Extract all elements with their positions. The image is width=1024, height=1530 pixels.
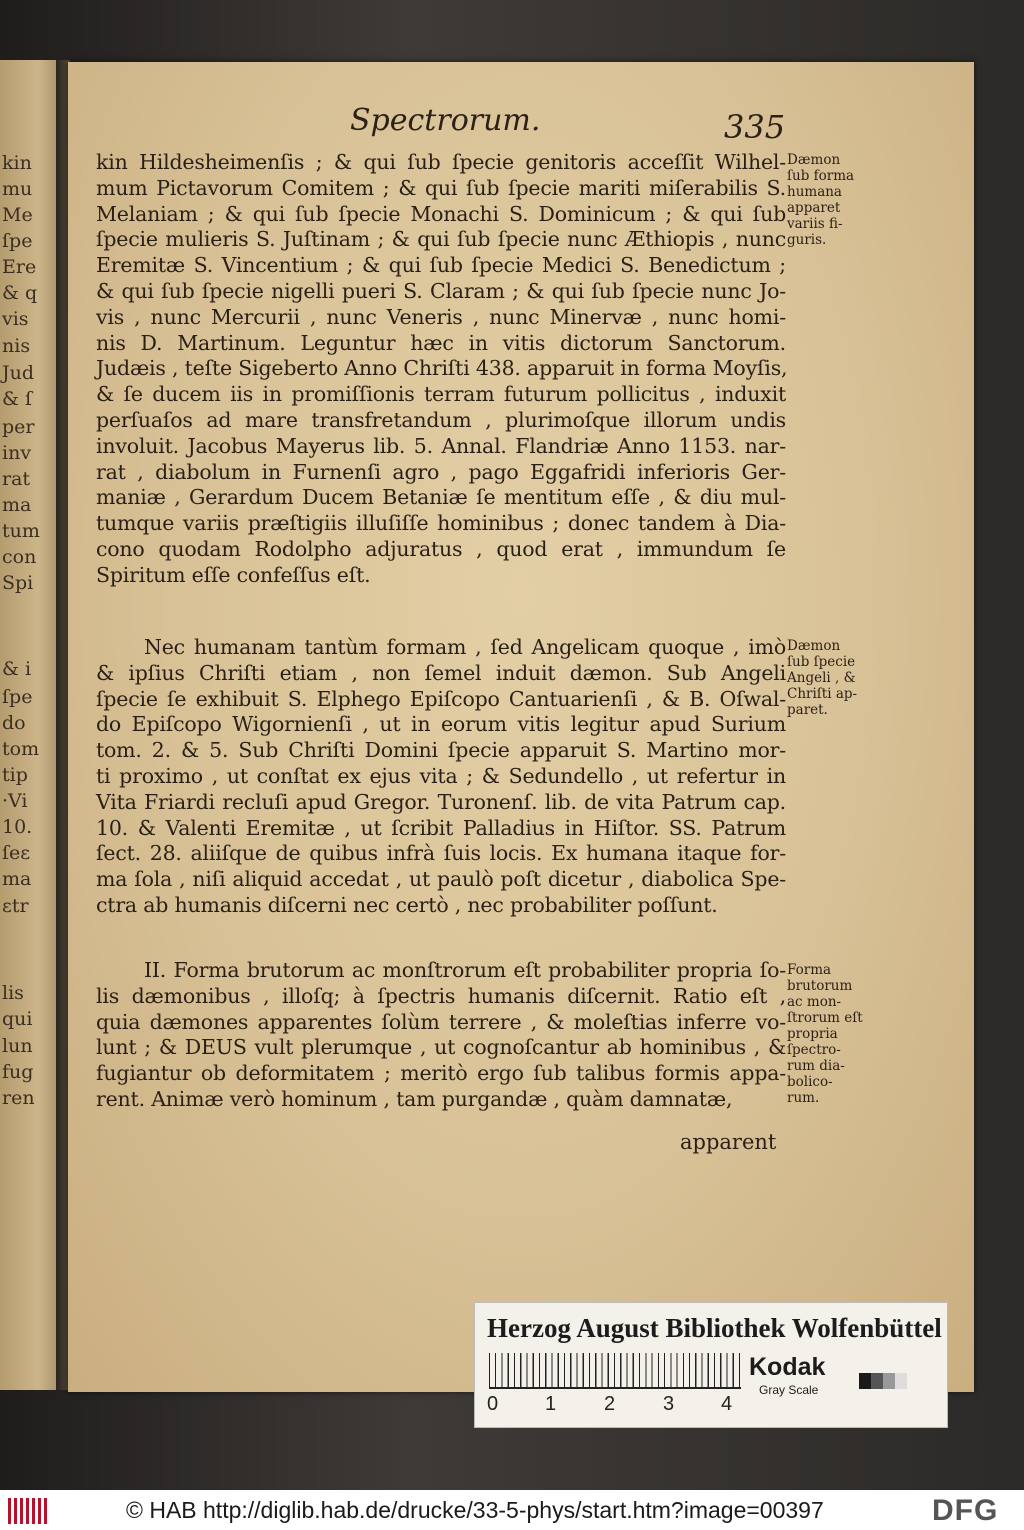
paragraph-1	[96, 150, 786, 589]
margin-note-1	[787, 152, 877, 248]
previous-page-fragment: per	[2, 416, 35, 438]
previous-page-fragment: vis	[2, 308, 29, 330]
text-line: fugiantur ob deformitatem ; meritò ergo ſub talibus formis appa-	[96, 1061, 786, 1086]
previous-page-fragment: Jud	[2, 362, 35, 384]
text-line: quia dæmones apparentes ſolùm terrere , & moleſtias inferre vo-	[96, 1009, 786, 1034]
text-line: Judæis , teſte Sigeberto Anno Chriſti 438. apparuit in forma Moyſis,	[96, 356, 788, 381]
text-line: rum dia-	[787, 1058, 845, 1074]
previous-page-fragment: & q	[2, 282, 38, 304]
library-color-card	[474, 1302, 948, 1428]
text-line: ſpectro-	[787, 1042, 841, 1058]
text-line: lunt ; & DEUS vult plerumque , ut cognoſcantur ab hominibus , &	[96, 1035, 786, 1060]
text-line: Spiritum eſſe confeſſus eſt.	[96, 562, 371, 587]
swatch	[895, 1373, 907, 1389]
paragraph-2	[96, 635, 786, 919]
previous-page-fragment: ren	[2, 1087, 35, 1109]
previous-page-fragment: 10.	[2, 816, 33, 838]
margin-note-2	[787, 638, 877, 718]
ruler-number: 0	[487, 1393, 499, 1415]
text-line: & qui ſub ſpecie nigelli pueri S. Claram ; & qui ſub ſpecie nunc Jo-	[96, 278, 786, 303]
text-line: ctra ab humanis diſcerni nec certò , nec probabiliter poſſunt.	[96, 892, 718, 917]
text-line: propria	[787, 1026, 838, 1042]
previous-page-fragment: & ſ	[2, 388, 32, 410]
swatch	[883, 1373, 895, 1389]
footer-bar	[0, 1490, 1024, 1530]
text-line: ſpecie mulieris S. Juſtinam ; & qui ſub ſpecie nunc Æthiopis , nunc	[96, 227, 786, 252]
library-name: Herzog August Bibliothek Wolfenbüttel	[487, 1313, 942, 1343]
text-line: ſub ſpecie	[787, 654, 856, 670]
text-line: ti proximo , ut conſtat ex ejus vita ; & Sedundello , ut refertur in	[96, 763, 786, 788]
text-line: Forma	[787, 962, 832, 978]
text-line: involuit. Jacobus Mayerus lib. 5. Annal. Flandriæ Anno 1153. nar-	[96, 433, 786, 458]
previous-page-fragment: qui	[2, 1008, 33, 1030]
text-line: ſtrorum eſt	[787, 1010, 863, 1026]
scale-ruler	[489, 1353, 741, 1389]
text-line: ſpecie ſe exhibuit S. Elphego Epiſcopo Cantuarienſi , & B. Oſwal-	[96, 686, 786, 711]
text-line: variis fi-	[787, 216, 843, 232]
kodak-logo: Kodak	[749, 1353, 826, 1381]
text-line: Nec humanam tantùm formam , ſed Angelicam quoque , imò	[144, 635, 786, 659]
text-line: guris.	[787, 232, 827, 248]
text-line: humana	[787, 184, 842, 200]
hab-logo-icon	[8, 1498, 48, 1524]
previous-page-fragment: do	[2, 712, 26, 734]
swatch	[859, 1373, 871, 1389]
text-line: mum Pictavorum Comitem ; & qui ſub ſpecie mariti miſerabilis S.	[96, 175, 786, 200]
text-line: tumque variis præſtigiis illuſiſſe hominibus ; donec tandem à Dia-	[96, 511, 786, 536]
paragraph-3	[96, 958, 786, 1113]
text-line: lis dæmonibus , illoſq; à ſpectris humanis diſcernit. Ratio eſt ,	[96, 983, 786, 1008]
text-line: bolico-	[787, 1074, 833, 1090]
text-line: & ſe ducem iis in promiſſionis terram futurum pollicitus , induxit	[96, 382, 786, 407]
ruler-number: 2	[604, 1393, 616, 1415]
text-line: 10. & Valenti Eremitæ , ut ſcribit Palladius in Hiſtor. SS. Patrum	[96, 815, 786, 840]
text-line: apparet	[787, 200, 841, 216]
text-line: rum.	[787, 1090, 820, 1106]
page-number: 335	[724, 108, 786, 146]
previous-page-fragment: lun	[2, 1035, 33, 1057]
previous-page-fragment: tum	[2, 520, 40, 542]
text-line: perſuaſos ad mare transfretandum , plurimoſque illorum undis	[96, 407, 786, 432]
previous-page-fragment: Me	[2, 204, 33, 226]
previous-page-fragment: ſpe	[2, 230, 33, 252]
text-line: rent. Animæ verò hominum , tam purgandæ , quàm damnatæ,	[96, 1086, 733, 1111]
previous-page-fragment: tom	[2, 738, 40, 760]
running-head: Spectrorum.	[350, 103, 541, 138]
previous-page-fragment: kin	[2, 152, 32, 174]
previous-page-fragment: & i	[2, 658, 32, 680]
text-line: kin Hildesheimenſis ; & qui ſub ſpecie genitoris acceſſit Wilhel-	[96, 150, 786, 174]
text-line: Melaniam ; & qui ſub ſpecie Monachi S. Dominicum ; & qui ſub	[96, 201, 786, 226]
previous-page-fragment: Spi	[2, 572, 34, 594]
margin-note-3	[787, 962, 877, 1106]
gray-swatches	[859, 1373, 907, 1389]
text-line: tom. 2. & 5. Sub Chriſti Domini ſpecie apparuit S. Martino mor-	[96, 738, 786, 763]
previous-page-fragment: inv	[2, 442, 32, 464]
ruler-number: 1	[545, 1393, 557, 1415]
previous-page-fragment: Ere	[2, 256, 37, 278]
dfg-logo: DFG	[932, 1494, 999, 1527]
text-line: maniæ , Gerardum Ducem Betaniæ ſe mentitum eſſe , & diu mul-	[96, 485, 786, 510]
previous-page-fragment: tip	[2, 764, 28, 786]
previous-page-fragment: ſeɛ	[2, 842, 31, 864]
previous-page-fragment: ma	[2, 868, 32, 890]
text-line: ac mon-	[787, 994, 842, 1010]
text-line: ſub forma	[787, 168, 855, 184]
text-line: ſect. 28. aliiſque de quibus infrà ſuis locis. Ex humana itaque for-	[96, 841, 786, 866]
text-line: do Epiſcopo Wigornienſi , ut in eorum vitis legitur apud Surium	[96, 712, 786, 737]
previous-page-fragment: ma	[2, 494, 32, 516]
previous-page-fragment: con	[2, 546, 37, 568]
footer-source-link[interactable]: © HAB http://diglib.hab.de/drucke/33-5-phys/start.htm?image=00397	[126, 1497, 824, 1523]
text-line: nis D. Martinum. Leguntur hæc in vitis dictorum Sanctorum.	[96, 330, 786, 355]
previous-page-fragment: fug	[2, 1061, 34, 1083]
previous-page-fragment: ·Vi	[2, 790, 28, 812]
swatch	[871, 1373, 883, 1389]
previous-page-fragment: ſpe	[2, 686, 33, 708]
text-line: ma ſola , niſi aliquid accedat , ut paulò poſt dicetur , diabolica Spe-	[96, 867, 786, 892]
gray-scale-label: Gray Scale	[759, 1383, 819, 1397]
previous-page-fragment: rat	[2, 468, 31, 490]
text-line: Vita Friardi recluſi apud Gregor. Turonenſ. lib. de vita Patrum cap.	[96, 789, 786, 814]
previous-page-fragment: lis	[2, 982, 24, 1004]
previous-page-edge	[0, 60, 64, 1390]
text-line: rat , diabolum in Furnenſi agro , pago Eggafridi inferioris Ger-	[96, 459, 786, 484]
previous-page-fragment: ɛtr	[2, 895, 29, 917]
text-line: II. Forma brutorum ac monſtrorum eſt probabiliter propria ſo-	[144, 958, 786, 982]
text-line: vis , nunc Mercurii , nunc Veneris , nunc Minervæ , nunc homi-	[96, 304, 786, 329]
ruler-number: 4	[721, 1393, 733, 1415]
text-line: Dæmon	[787, 152, 841, 168]
catchword: apparent	[680, 1130, 777, 1154]
text-line: paret.	[787, 702, 828, 718]
previous-page-fragment: nis	[2, 335, 31, 357]
text-line: Eremitæ S. Vincentium ; & qui ſub ſpecie Medici S. Benedictum ;	[96, 253, 786, 278]
ruler-number: 3	[663, 1393, 675, 1415]
text-line: brutorum	[787, 978, 853, 994]
text-line: Chriſti ap-	[787, 686, 858, 702]
text-line: & ipſius Chriſti etiam , non ſemel induit dæmon. Sub Angeli	[96, 660, 786, 685]
text-line: cono quodam Rodolpho adjuratus , quod erat , immundum ſe	[96, 536, 786, 561]
text-line: Dæmon	[787, 638, 841, 654]
text-line: Angeli , &	[787, 670, 856, 686]
previous-page-fragment: mu	[2, 178, 33, 200]
